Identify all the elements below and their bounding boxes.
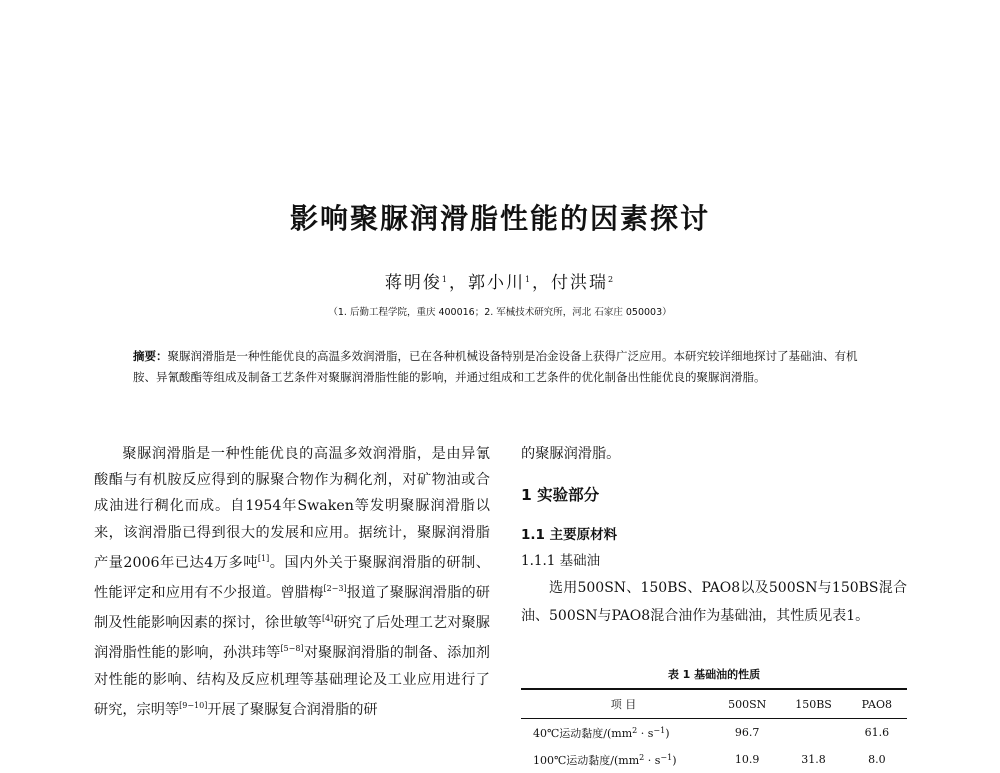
author-2-affil: 1 xyxy=(524,275,533,284)
base-oil-paragraph xyxy=(521,574,907,630)
table-row xyxy=(521,719,907,747)
author-separator: ， xyxy=(448,273,468,293)
author-line xyxy=(0,268,1000,293)
row-label: 40℃运动黏度$/(mm^2 \cdot s^{-1})$ xyxy=(533,725,670,740)
left-column xyxy=(94,441,490,723)
author-separator: ， xyxy=(532,273,552,293)
paper-title: 影响聚脲润滑脂性能的因素探讨 xyxy=(289,202,710,235)
text-run: 报道了聚脲润滑脂的研制及性能影响因素的探讨，徐世敏等 xyxy=(94,585,490,632)
abstract-label: 摘要： xyxy=(133,349,168,363)
section-heading-1: 1 实验部分 xyxy=(521,486,600,504)
base-oil-text: 选用500SN、150BS、PAO8以及500SN与150BS混合油、500SN与PAO8混合油作为基础油，其性质见表1。 xyxy=(521,580,907,624)
table-header-150bs: 150BS xyxy=(780,689,846,719)
cell-500sn: 96.7 xyxy=(734,726,760,739)
cell-150bs: 31.8 xyxy=(801,753,826,766)
right-column-continuation: 的聚脲润滑脂。 xyxy=(521,446,621,462)
text-run: 对聚脲润滑脂的制备、添加剂对性能的影响、结构及反应机理等基础理论及工业应用进行了研究，宗明等 xyxy=(94,645,490,718)
table-header-pao8: PAO8 xyxy=(847,689,907,719)
abstract-text: 聚脲润滑脂是一种性能优良的高温多效润滑脂，已在各种机械设备特别是冶金设备上获得广泛应用。本研究较详细地探讨了基础油、有机胺、异氰酸酯等组成及制备工艺条件对聚脲润滑脂性能的影响，并通过组成和工艺条件的优化制备出性能优良的聚脲润滑脂。 xyxy=(133,349,858,384)
cell-pao8: 8.0 xyxy=(868,753,886,766)
affiliations: （1. 后勤工程学院，重庆 400016；2. 军械技术研究所，河北 石家庄 050003） xyxy=(328,307,672,318)
base-oil-properties-table xyxy=(521,688,907,773)
citation[interactable]: [2−3] xyxy=(323,584,347,594)
text-run: 研究了后处理工艺对聚脲润滑脂性能的影响，孙洪玮等 xyxy=(94,615,490,662)
subsection-heading-1-1: 1.1 主要原材料 xyxy=(521,527,618,543)
author-3-affil: 2 xyxy=(608,275,616,284)
cell-pao8: 61.6 xyxy=(864,726,890,739)
abstract xyxy=(133,346,873,388)
citation[interactable]: [4] xyxy=(321,614,334,624)
cell-500sn: 10.9 xyxy=(734,753,760,766)
text-run: 开展了聚脲复合润滑脂的研 xyxy=(207,701,378,718)
intro-paragraph xyxy=(94,441,490,723)
text-run: 。国内外关于聚脲润滑脂的研制、性能评定和应用有不少报道。曾腊梅 xyxy=(94,554,490,602)
text-run: 聚脲润滑脂是一种性能优良的高温多效润滑脂，是由异氰酸酯与有机胺反应得到的脲聚合物作为稠化剂，对矿物油或合成油进行稠化而成。自1954年Swaken等发明聚脲润滑脂以来，该润滑脂已得到很大的发展和应用。据统计，聚脲润滑脂产量2006年已达4万多吨 xyxy=(94,446,490,571)
author-1: 蒋明俊 xyxy=(384,273,442,293)
author-2: 郭小川 xyxy=(467,273,525,293)
author-3: 付洪瑞 xyxy=(551,273,609,293)
subsection-heading-1-1-1: 1.1.1 基础油 xyxy=(521,553,601,569)
cell-150bs xyxy=(780,719,846,747)
citation[interactable]: [5−8] xyxy=(280,644,304,654)
citation[interactable]: [9−10] xyxy=(179,700,208,710)
table-header-item: 项 目 xyxy=(521,689,714,719)
table-caption: 表 1 基础油的性质 xyxy=(667,668,761,681)
table-header-row xyxy=(521,689,907,719)
author-1-affil: 1 xyxy=(441,275,449,284)
row-label: 100℃运动黏度$/(mm^2 \cdot s^{-1})$ xyxy=(533,752,677,767)
table-header-500sn: 500SN xyxy=(714,689,780,719)
citation[interactable]: [1] xyxy=(257,553,270,563)
